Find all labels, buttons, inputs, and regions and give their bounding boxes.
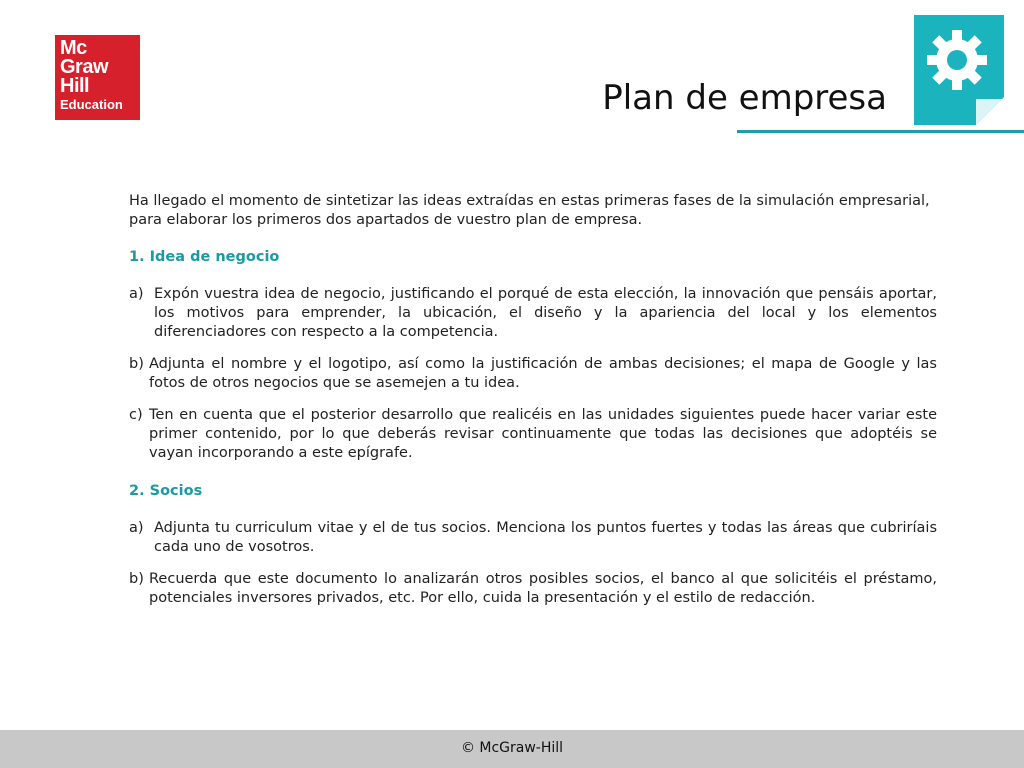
section-heading-socios: 2. Socios: [129, 483, 203, 499]
list-item-text: Recuerda que este documento lo analizarán otros posibles socios, el banco al que solicitéis el préstamo, potenciales inversores privados, etc. Por ello, cuida la presentación y el estilo de redacción.: [149, 571, 937, 606]
logo-line-mc: Mc: [60, 37, 87, 59]
list-item-text: Expón vuestra idea de negocio, justificando el porqué de esta elección, la innovación que pensáis aportar, los motivos para emprender, la ubicación, el diseño y la apariencia del local y los elementos diferenciadores con respecto a la competencia.: [154, 286, 937, 340]
logo-line-graw: Graw: [60, 56, 109, 78]
title-underline: [737, 130, 1024, 133]
page-title: Plan de empresa: [602, 78, 887, 118]
list-item: [129, 355, 937, 393]
list-item: [129, 570, 937, 608]
section-heading-idea-de-negocio: 1. Idea de negocio: [129, 249, 280, 265]
list-item: [129, 406, 937, 463]
list-marker: a): [129, 286, 144, 302]
list-item-text: Ten en cuenta que el posterior desarrollo que realicéis en las unidades siguientes puede hacer variar este primer contenido, por lo que deberás revisar continuamente que todas las decisiones que adoptéis se vayan incorporando a este epígrafe.: [149, 407, 937, 461]
copyright-text: © McGraw-Hill: [460, 740, 564, 756]
footer-bar: [0, 730, 1024, 768]
list-item-text: Adjunta el nombre y el logotipo, así como la justificación de ambas decisiones; el mapa de Google y las fotos de otros negocios que se asemejen a tu idea.: [149, 356, 937, 391]
gear-document-icon: [914, 15, 1004, 125]
logo-line-education: Education: [60, 97, 123, 112]
list-item-text: Adjunta tu curriculum vitae y el de tus socios. Menciona los puntos fuertes y todas las áreas que cubriríais cada uno de vosotros.: [154, 520, 937, 555]
mcgraw-hill-education-logo: [55, 35, 140, 120]
list-marker: a): [129, 520, 144, 536]
list-marker: c): [129, 407, 143, 423]
list-item: [129, 519, 937, 557]
list-marker: b): [129, 356, 144, 372]
list-item: [129, 285, 937, 342]
intro-paragraph: Ha llegado el momento de sintetizar las ideas extraídas en estas primeras fases de la simulación empresarial, para elaborar los primeros dos apartados de vuestro plan de empresa.: [129, 193, 930, 228]
list-marker: b): [129, 571, 144, 587]
logo-line-hill: Hill: [60, 75, 90, 97]
document-body: [129, 192, 937, 621]
